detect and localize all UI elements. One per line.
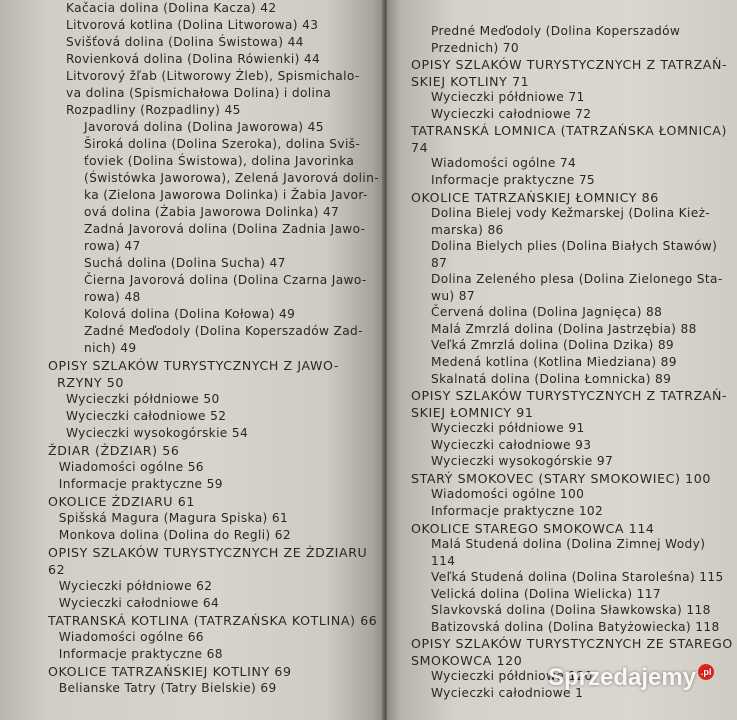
toc-line: Slavkovská dolina (Dolina Sławkowska) 118 [431, 603, 711, 618]
toc-line: Litvorová kotlina (Dolina Litworowa) 43 [66, 18, 319, 32]
toc-line: rowa) 47 [84, 239, 141, 253]
toc-line: Informacje praktyczne 59 [58, 477, 223, 491]
toc-line: ŽDIAR (ŻDZIAR) 56 [48, 443, 180, 458]
toc-line: ťoviek (Dolina Świstowa), dolina Javorinka [84, 154, 355, 168]
toc-line: Wycieczki całodniowe 72 [431, 106, 592, 121]
toc-line: Zadná Javorová dolina (Dolina Zadnia Jawo- [84, 222, 366, 236]
toc-line: Informacje praktyczne 68 [58, 647, 223, 661]
toc-line: rowa) 48 [84, 290, 141, 304]
toc-line: Predné Meďodoly (Dolina Koperszadów [431, 24, 681, 38]
toc-line: Wycieczki wysokogórskie 54 [66, 426, 249, 440]
toc-line: Zadné Meďodoly (Dolina Koperszadów Zad- [84, 324, 363, 338]
toc-line: OPISY SZLAKÓW TURYSTYCZNYCH Z JAWO- [48, 358, 340, 373]
toc-line: TATRANSKÁ LOMNICA (TATRZAŃSKA ŁOMNICA) [411, 123, 727, 139]
toc-line: Spišská Magura (Magura Spiska) 61 [58, 511, 289, 525]
toc-line: Veľká Zmrzlá dolina (Dolina Dzika) 89 [431, 338, 675, 353]
toc-line: Široká dolina (Dolina Szeroka), dolina Sviš- [84, 137, 361, 151]
toc-line: RZYNY 50 [57, 375, 125, 390]
toc-line: Wycieczki półdniowe 50 [66, 392, 220, 406]
toc-line: marska) 86 [431, 222, 504, 237]
toc-line: OKOLICE TATRZAŃSKIEJ ŁOMNICY 86 [411, 189, 659, 205]
watermark [548, 664, 714, 692]
right-page [387, 0, 737, 720]
toc-line: Litvorový žľab (Litworowy Żleb), Spismichalo- [66, 69, 360, 83]
toc-line: Čierna Javorová dolina (Dolina Czarna Jawo- [84, 273, 367, 287]
toc-line: Dolina Bielej vody Kežmarskej (Dolina Kież- [431, 206, 711, 221]
toc-line: Wycieczki półdniowe 62 [58, 579, 213, 593]
toc-line: Belianske Tatry (Tatry Bielskie) 69 [58, 681, 277, 695]
toc-line: 114 [431, 553, 456, 568]
toc-line: 74 [411, 139, 429, 155]
toc-line: Monkova dolina (Dolina do Regli) 62 [58, 528, 291, 542]
toc-line: SKIEJ KOTLINY 71 [411, 73, 530, 89]
toc-line: va dolina (Spismichałowa Dolina) i dolina [66, 86, 332, 100]
watermark-text: Sprzedajemy [548, 664, 697, 691]
toc-line: Rozpadliny (Rozpadliny) 45 [66, 103, 241, 117]
toc-line: Przednich) 70 [431, 40, 519, 55]
toc-line: SKIEJ ŁOMNICY 91 [411, 404, 534, 420]
toc-line: (Świstówka Jaworowa), Zelená Javorová dolin- [84, 171, 379, 185]
toc-line: Javorová dolina (Dolina Jaworowa) 45 [84, 120, 324, 134]
toc-line: 87 [431, 255, 448, 270]
toc-line: Informacje praktyczne 102 [431, 503, 604, 518]
toc-line: 62 [48, 562, 66, 577]
toc-line: Kolová dolina (Dolina Kołowa) 49 [84, 307, 296, 321]
toc-line: Wycieczki półdniowe 120 [431, 669, 593, 684]
toc-line: Wycieczki całodniowe 52 [66, 409, 227, 423]
toc-line: Dolina Bielych plies (Dolina Białych Stawów) [431, 239, 718, 254]
toc-line: Skalnatá dolina (Dolina Łomnicka) 89 [431, 371, 672, 386]
toc-line: Wiadomości ogólne 56 [58, 460, 204, 474]
toc-line: Svišťová dolina (Dolina Świstowa) 44 [66, 35, 304, 49]
toc-line: OKOLICE TATRZAŃSKIEJ KOTLINY 69 [48, 664, 292, 679]
toc-line: Dolina Zeleného plesa (Dolina Zielonego Sta- [431, 272, 723, 287]
toc-line: ová dolina (Żabia Jaworowa Dolinka) 47 [84, 205, 340, 219]
toc-line: Wycieczki całodniowe 93 [431, 437, 592, 452]
toc-line: STARÝ SMOKOVEC (STARY SMOKOWIEC) 100 [411, 470, 711, 486]
toc-line: Wycieczki wysokogórskie 97 [431, 454, 614, 469]
toc-line: Kačacia dolina (Dolina Kacza) 42 [66, 1, 277, 15]
toc-line: Wiadomości ogólne 74 [431, 156, 577, 171]
toc-line: Informacje praktyczne 75 [431, 172, 596, 187]
toc-line: Wycieczki półdniowe 91 [431, 421, 585, 436]
toc-line: Suchá dolina (Dolina Sucha) 47 [84, 256, 286, 270]
toc-line: Velická dolina (Dolina Wielicka) 117 [431, 586, 661, 601]
toc-line: OPISY SZLAKÓW TURYSTYCZNYCH ZE ŻDZIARU [48, 545, 368, 560]
toc-line: TATRANSKÁ KOTLINA (TATRZAŃSKA KOTLINA) 66 [48, 613, 378, 628]
toc-line: ka (Zielona Jaworowa Dolinka) i Žabia Javor- [84, 188, 368, 202]
toc-line: Batizovská dolina (Dolina Batyżowiecka) 118 [431, 619, 720, 634]
toc-line: OKOLICE ŻDZIARU 61 [48, 494, 195, 509]
toc-line: Medená kotlina (Kotlina Miedziana) 89 [431, 355, 677, 369]
toc-line: Wycieczki półdniowe 71 [431, 90, 585, 105]
toc-line: nich) 49 [84, 341, 137, 355]
toc-line: Malá Zmrzlá dolina (Dolina Jastrzębia) 88 [431, 321, 697, 336]
toc-line: Malá Studená dolina (Dolina Zimnej Wody) [431, 537, 706, 552]
watermark-badge: .pl [698, 664, 714, 680]
toc-line: OPISY SZLAKÓW TURYSTYCZNYCH Z TATRZAŃ- [411, 57, 728, 73]
toc-line: Wiadomości ogólne 100 [431, 487, 585, 502]
toc-line: Veľká Studená dolina (Dolina Staroleśna) 115 [431, 570, 724, 585]
toc-line: wu) 87 [431, 288, 475, 303]
toc-line: Wiadomości ogólne 66 [58, 630, 204, 644]
toc-line: OPISY SZLAKÓW TURYSTYCZNYCH Z TATRZAŃ- [411, 388, 728, 404]
toc-line: SMOKOWCA 120 [411, 652, 523, 668]
toc-line: Červená dolina (Dolina Jagnięca) 88 [431, 305, 663, 320]
toc-line: Wycieczki całodniowe 64 [58, 596, 220, 610]
toc-line: Rovienková dolina (Dolina Rówienki) 44 [66, 52, 321, 66]
toc-line: OPISY SZLAKÓW TURYSTYCZNYCH ZE STAREGO [411, 636, 733, 652]
toc-line: Wycieczki całodniowe 1 [431, 686, 584, 700]
toc-line: OKOLICE STAREGO SMOKOWCA 114 [411, 520, 655, 536]
